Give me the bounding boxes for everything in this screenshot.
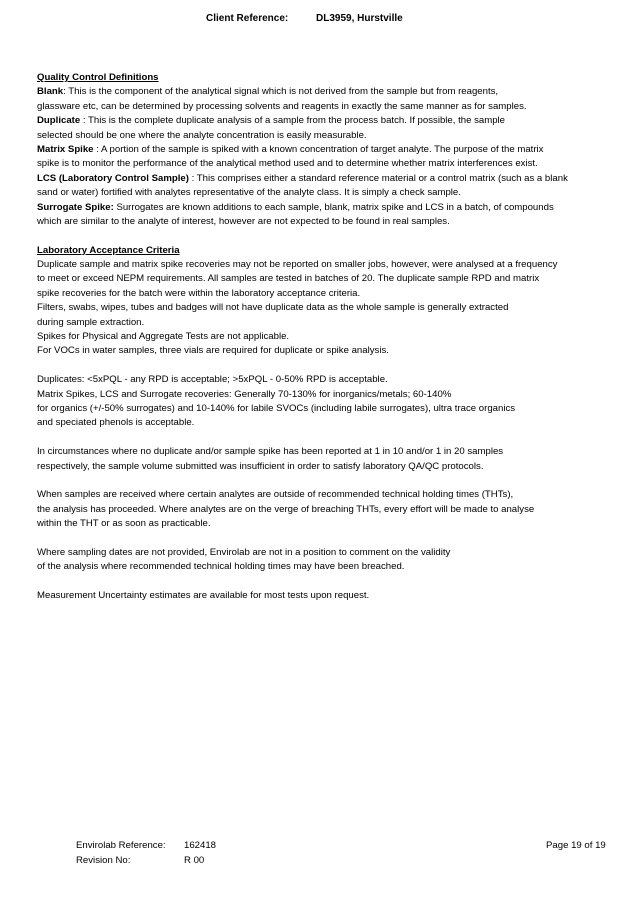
duplicate-text-2: selected should be one where the analyte concentration is easily measurable.	[37, 129, 367, 141]
blank-term: Blank	[37, 86, 64, 98]
duplicate-text: : This is the complete duplicate analysis of a sample from the process batch. If possible, the sample	[80, 115, 506, 127]
envirolab-reference-value: 162418	[184, 840, 217, 851]
duplicate-term: Duplicate	[37, 115, 81, 127]
recoveries-line: and speciated phenols is acceptable.	[37, 417, 195, 429]
holding-times-line: the analysis has proceeded. Where analytes are on the verge of breaching THTs, every effort will be made to analyse	[37, 503, 535, 515]
lcs-text-2: sand or water) fortified with analytes representative of the analyte class. It is simply a check sample.	[37, 187, 461, 199]
blank-text: : This is the component of the analytical signal which is not derived from the sample but from reagents,	[63, 86, 499, 98]
spacer	[37, 474, 617, 488]
criteria-line: For VOCs in water samples, three vials are required for duplicate or spike analysis.	[37, 345, 389, 357]
circumstances-line: respectively, the sample volume submitted was insufficient in order to satisfy laboratory QA/QC protocols.	[37, 460, 484, 472]
matrix-spike-text-2: spike is to monitor the performance of the analytical method used and to determine whether matrix interferences exist.	[37, 158, 538, 170]
surrogate-text-2: which are similar to the analyte of interest, however are not expected to be found in real samples.	[37, 215, 450, 227]
criteria-line: during sample extraction.	[37, 316, 145, 328]
holding-times-line: When samples are received where certain analytes are outside of recommended technical holding times (THTs),	[37, 489, 514, 501]
criteria-line: spike recoveries for the batch were within the laboratory acceptance criteria.	[37, 287, 361, 299]
spacer	[37, 532, 617, 546]
surrogate-text: Surrogates are known additions to each sample, blank, matrix spike and LCS in a batch, of compounds	[113, 201, 554, 213]
acceptance-criteria-title: Laboratory Acceptance Criteria	[37, 244, 180, 256]
criteria-line: to meet or exceed NEPM requirements. All samples are tested in batches of 20. The duplicate sample RPD and matrix	[37, 273, 540, 285]
matrix-spike-term: Matrix Spike	[37, 143, 94, 155]
measurement-uncertainty-line: Measurement Uncertainty estimates are available for most tests upon request.	[37, 590, 370, 602]
surrogate-definition	[37, 201, 617, 215]
criteria-line: Duplicate sample and matrix spike recoveries may not be reported on smaller jobs, however, were analysed at a frequency	[37, 259, 558, 271]
matrix-spike-text: : A portion of the sample is spiked with a known concentration of target analyte. The purpose of the matrix	[93, 143, 544, 155]
document-body	[37, 71, 617, 603]
criteria-line: Filters, swabs, wipes, tubes and badges will not have duplicate data as the whole sample is generally extracted	[37, 302, 509, 314]
sampling-dates-line: Where sampling dates are not provided, Envirolab are not in a position to comment on the validity	[37, 546, 451, 558]
page-number: Page 19 of 19	[546, 840, 606, 851]
revision-value: R 00	[184, 855, 205, 866]
envirolab-reference-label: Envirolab Reference:	[76, 840, 166, 851]
revision-label: Revision No:	[76, 855, 131, 866]
spacer	[37, 431, 617, 445]
duplicates-rpd-line: Duplicates: <5xPQL - any RPD is acceptable; >5xPQL - 0-50% RPD is acceptable.	[37, 374, 388, 386]
circumstances-line: In circumstances where no duplicate and/or sample spike has been reported at 1 in 10 and/or 1 in 20 samples	[37, 446, 504, 458]
lcs-term: LCS (Laboratory Control Sample)	[37, 172, 189, 184]
lcs-text: : This comprises either a standard reference material or a control matrix (such as a blank	[188, 172, 568, 184]
sampling-dates-line: of the analysis where recommended technical holding times may have been breached.	[37, 561, 405, 573]
surrogate-term: Surrogate Spike:	[37, 201, 114, 213]
recoveries-line: for organics (+/-50% surrogates) and 10-140% for labile SVOCs (including labile surrogates), ultra trace organics	[37, 402, 516, 414]
blank-definition	[37, 85, 617, 99]
client-reference-value: DL3959, Hurstville	[316, 13, 403, 24]
blank-text-2: glassware etc, can be determined by processing solvents and reagents in exactly the same manner as for samples.	[37, 100, 527, 112]
client-reference-label: Client Reference:	[206, 13, 289, 24]
spacer	[37, 229, 617, 243]
spacer	[37, 575, 617, 589]
qc-definitions-title: Quality Control Definitions	[37, 72, 159, 83]
recoveries-line: Matrix Spikes, LCS and Surrogate recoveries: Generally 70-130% for inorganics/metals; 60-140%	[37, 388, 452, 400]
matrix-spike-definition	[37, 143, 617, 157]
holding-times-line: within the THT or as soon as practicable.	[37, 518, 211, 530]
criteria-line: Spikes for Physical and Aggregate Tests are not applicable.	[37, 331, 290, 343]
duplicate-definition	[37, 114, 617, 128]
spacer	[37, 359, 617, 373]
lcs-definition	[37, 172, 617, 186]
